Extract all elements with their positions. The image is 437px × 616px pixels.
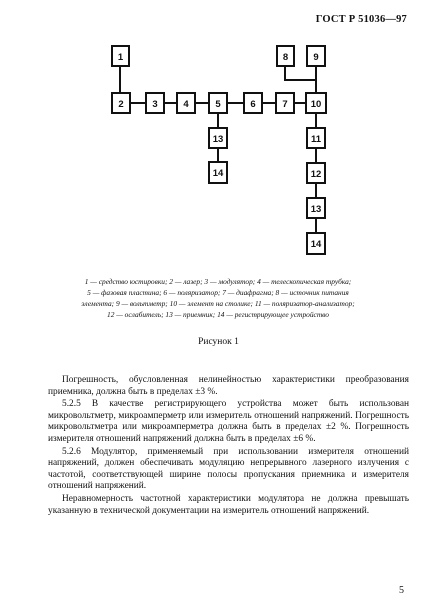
legend-line: 5 — фазовая пластина; 6 — поляризатор; 7 — диафрагма; 8 — источник питания xyxy=(87,288,349,297)
block-1 xyxy=(112,46,129,66)
block-14-upper xyxy=(209,162,227,183)
block-10-label: 10 xyxy=(310,99,322,110)
block-13-lower-label: 13 xyxy=(310,204,322,215)
block-2 xyxy=(112,93,130,113)
block-9-label: 9 xyxy=(313,52,319,63)
legend-line: 12 — ослабитель; 13 — приемник; 14 — регистрирующее устройство xyxy=(107,310,329,319)
block-14-upper-label: 14 xyxy=(212,168,224,179)
block-6 xyxy=(244,93,262,113)
block-13-lower xyxy=(307,198,325,218)
paragraph: Неравномерность частотной характеристики модулятора не должна превышать указанную в технической документации на измеритель отношений напряжений. xyxy=(48,493,409,516)
block-3 xyxy=(146,93,164,113)
block-13-upper xyxy=(209,128,227,148)
block-6-label: 6 xyxy=(250,99,256,110)
block-14-lower xyxy=(307,233,325,254)
body-text xyxy=(48,375,409,518)
legend-line: 1 — средство юстировки; 2 — лазер; 3 — модулятор; 4 — телескопическая трубка; xyxy=(84,277,352,286)
block-11 xyxy=(307,128,325,148)
block-8 xyxy=(277,46,294,66)
block-10 xyxy=(306,93,326,113)
block-3-label: 3 xyxy=(152,99,158,110)
paragraph: Погрешность, обусловленная нелинейностью характеристики преобразования приемника, должна быть в пределах ±3 %. xyxy=(48,375,409,397)
figure-caption: Рисунок 1 xyxy=(198,337,239,347)
block-12 xyxy=(307,163,325,183)
document-header: ГОСТ Р 51036—97 xyxy=(315,14,407,25)
block-11-label: 11 xyxy=(310,134,322,145)
block-12-label: 12 xyxy=(310,169,322,180)
figure-legend xyxy=(28,276,408,320)
paragraph: 5.2.6 Модулятор, применяемый при использовании измерителя отношений напряжений, должен обеспечивать модуляцию непрерывного лазерного излучения с частотой, соответствующей ширине полосы пропускания приемника и измерителя отношений напряжений. xyxy=(48,446,409,492)
block-2-label: 2 xyxy=(118,99,124,110)
block-14-lower-label: 14 xyxy=(310,239,322,250)
legend-line: элемента; 9 — вольтметр; 10 — элемент на столике; 11 — поляризатор-анализатор; xyxy=(81,299,355,308)
block-9 xyxy=(307,46,325,66)
block-7-label: 7 xyxy=(282,99,288,110)
block-diagram xyxy=(0,0,437,270)
block-13-upper-label: 13 xyxy=(212,134,224,145)
block-8-label: 8 xyxy=(282,52,289,63)
block-5-label: 5 xyxy=(215,99,221,110)
page-number: 5 xyxy=(399,585,404,596)
block-5 xyxy=(209,93,227,113)
block-4 xyxy=(177,93,195,113)
connector-8-9-10 xyxy=(285,66,316,80)
block-7 xyxy=(276,93,294,113)
block-1-label: 1 xyxy=(117,52,124,63)
block-4-label: 4 xyxy=(183,99,189,110)
paragraph: 5.2.5 В качестве регистрирующего устройства может быть использован микровольтметр, микроамперметр или измеритель отношений напряжений. Погрешность микровольтметра или микроамперметра должна быть в пределах ±2 %. Погрешность измерителя отношений напряжений должна быть в пределах ±6 %. xyxy=(48,399,409,444)
